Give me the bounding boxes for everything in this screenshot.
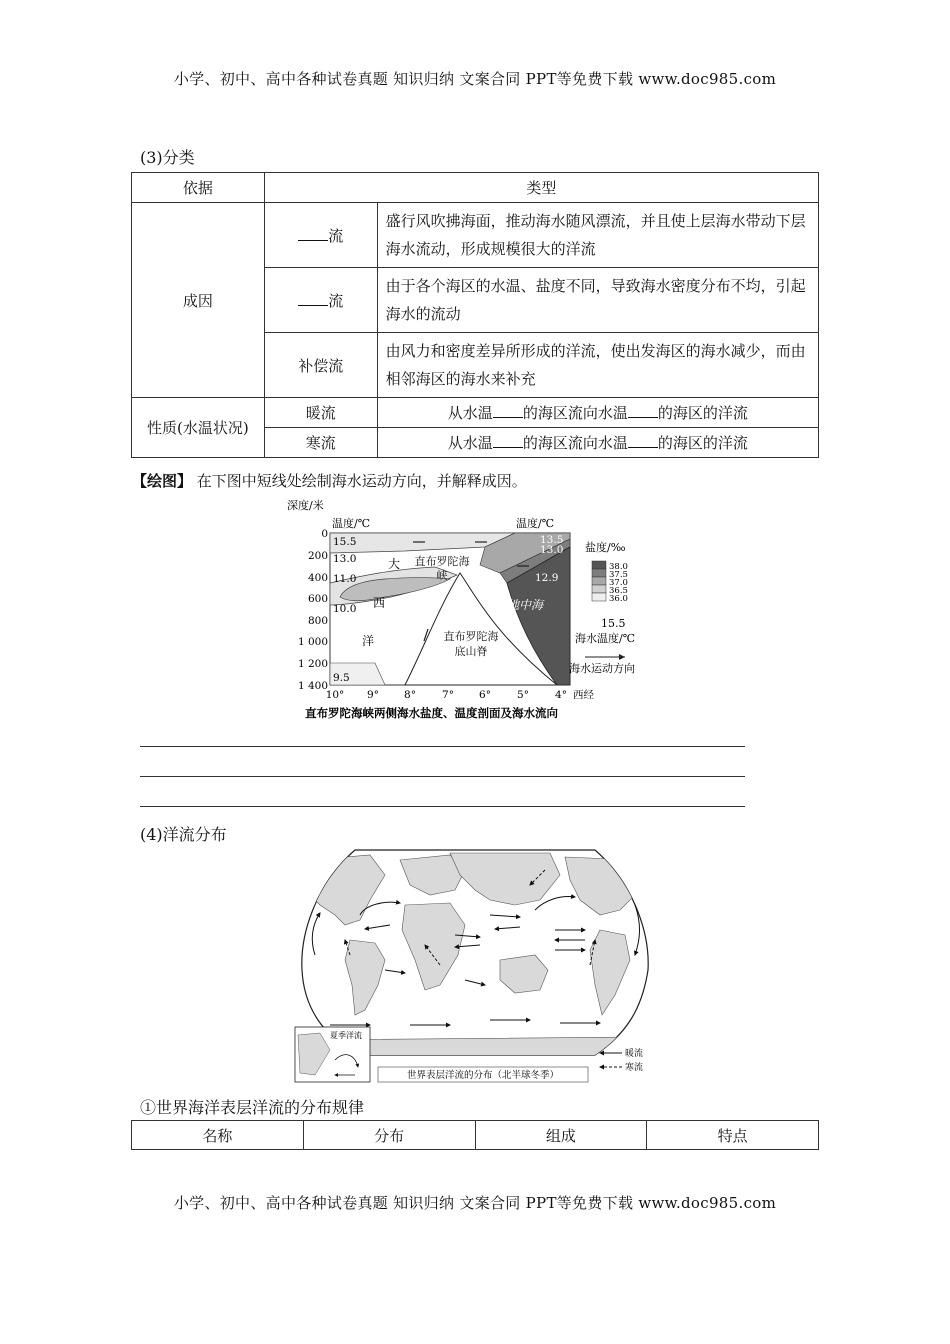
lon-tick: 6° <box>479 689 491 701</box>
depth-axis-label: 深度/米 <box>287 499 324 512</box>
ridge-label: 直布罗陀海底山脊 <box>443 630 499 658</box>
density-current-name: 流 <box>264 268 377 333</box>
temp-value: 9.5 <box>333 672 350 684</box>
legend-warm: 暖流 <box>625 1049 644 1059</box>
warm-current-name: 暖流 <box>264 398 377 428</box>
svg-text:36.5: 36.5 <box>609 586 628 596</box>
col-feature: 特点 <box>647 1121 819 1150</box>
world-ocean-currents-map <box>290 845 660 1085</box>
mediterranean-label: 地中海 <box>507 598 544 612</box>
legend-arrowhead <box>619 654 625 660</box>
strait-label-box <box>412 555 472 589</box>
legend-salinity-values <box>609 562 628 604</box>
svg-text:36.0: 36.0 <box>609 594 628 604</box>
answer-line-1[interactable] <box>140 746 745 747</box>
col-distribution: 分布 <box>303 1121 475 1150</box>
answer-line-2[interactable] <box>140 776 745 777</box>
temp-value: 15.5 <box>333 536 357 548</box>
ocean-current-classification-table <box>131 172 819 458</box>
depth-tick: 1 200 <box>297 658 328 670</box>
section-4-title: (4)洋流分布 <box>140 825 227 844</box>
lon-tick: 10° <box>325 689 345 701</box>
distribution-rule-table <box>131 1120 819 1150</box>
wind-current-desc: 盛行风吹拂海面，推动海水随风漂流，并且使上层海水带动下层海水流动，形成规模很大的洋流 <box>377 203 818 268</box>
temp-value: 13.0 <box>333 553 357 565</box>
depth-tick: 800 <box>307 615 328 627</box>
depth-tick: 0 <box>321 528 328 540</box>
cold-current-desc: 从水温 的海区流向水温 的海区的洋流 <box>377 428 818 458</box>
temp-value: 13.0 <box>540 544 564 556</box>
lon-tick: 8° <box>404 689 416 701</box>
depth-tick: 400 <box>307 572 328 584</box>
section-3-title: (3)分类 <box>140 148 195 167</box>
answer-blank <box>298 291 328 306</box>
ridge-label-box <box>440 629 502 663</box>
lon-tick: 4° <box>555 689 567 701</box>
lon-tick: 9° <box>367 689 379 701</box>
inset-label: 夏季洋流 <box>330 1031 362 1040</box>
page-header: 小学、初中、高中各种试卷真题 知识归纳 文案合同 PPT等免费下载 www.doc985.com <box>173 70 777 88</box>
depth-tick: 200 <box>307 550 328 562</box>
legend-temp-label: 海水温度/℃ <box>575 632 636 645</box>
svg-text:37.5: 37.5 <box>609 570 628 580</box>
col-name: 名称 <box>132 1121 304 1150</box>
page-footer: 小学、初中、高中各种试卷真题 知识归纳 文案合同 PPT等免费下载 www.doc985.com <box>173 1194 777 1212</box>
diagram-caption: 直布罗陀海峡两侧海水盐度、温度剖面及海水流向 <box>305 706 558 720</box>
depth-ticks <box>298 528 328 692</box>
temp-value: 12.9 <box>535 572 559 584</box>
answer-blank <box>298 226 328 241</box>
legend-salinity-swatches <box>592 561 606 601</box>
depth-tick: 600 <box>307 593 328 605</box>
compensation-current-name: 补偿流 <box>264 333 377 398</box>
col-composition: 组成 <box>475 1121 647 1150</box>
atlantic-char: 西 <box>373 596 386 610</box>
nature-label: 性质(水温状况) <box>132 398 265 458</box>
gibraltar-section-diagram <box>285 495 670 725</box>
svg-text:38.0: 38.0 <box>609 562 628 572</box>
atlantic-char: 洋 <box>362 634 375 648</box>
distribution-rule-title: ①世界海洋表层洋流的分布规律 <box>140 1098 365 1117</box>
drawing-prompt: 【绘图】 在下图中短线处绘制海水运动方向，并解释成因。 <box>132 472 527 490</box>
map-caption: 世界表层洋流的分布（北半球冬季） <box>406 1070 560 1081</box>
answer-line-3[interactable] <box>140 806 745 807</box>
header-type: 类型 <box>264 173 818 203</box>
atlantic-char: 大 <box>388 557 401 571</box>
legend-motion-label: 海水运动方向 <box>569 662 635 675</box>
temp-label-right: 温度/℃ <box>516 517 555 530</box>
west-longitude-label: 西经 <box>573 689 594 701</box>
depth-tick: 1 400 <box>297 680 328 692</box>
header-basis: 依据 <box>132 173 265 203</box>
wind-current-name: 流 <box>264 203 377 268</box>
temp-label-left: 温度/℃ <box>332 517 371 530</box>
lon-tick: 5° <box>517 689 529 701</box>
depth-tick: 1 000 <box>297 636 328 648</box>
legend-temp-value: 15.5 <box>601 617 626 630</box>
strait-label: 直布罗陀海峡 <box>414 555 470 582</box>
cause-label: 成因 <box>132 203 265 398</box>
warm-current-desc: 从水温 的海区流向水温 的海区的洋流 <box>377 398 818 428</box>
legend-salinity-title: 盐度/‰ <box>585 541 626 554</box>
svg-text:37.0: 37.0 <box>609 578 628 588</box>
legend-cold: 寒流 <box>625 1063 644 1073</box>
compensation-current-desc: 由风力和密度差异所形成的洋流，使出发海区的海水减少，而由相邻海区的海水来补充 <box>377 333 818 398</box>
temp-value: 11.0 <box>333 573 357 585</box>
lon-tick: 7° <box>442 689 454 701</box>
density-current-desc: 由于各个海区的水温、盐度不同，导致海水密度分布不均，引起海水的流动 <box>377 268 818 333</box>
cold-current-name: 寒流 <box>264 428 377 458</box>
temp-value: 13.5 <box>540 534 564 546</box>
longitude-ticks <box>326 689 567 701</box>
temp-value: 10.0 <box>333 603 357 615</box>
